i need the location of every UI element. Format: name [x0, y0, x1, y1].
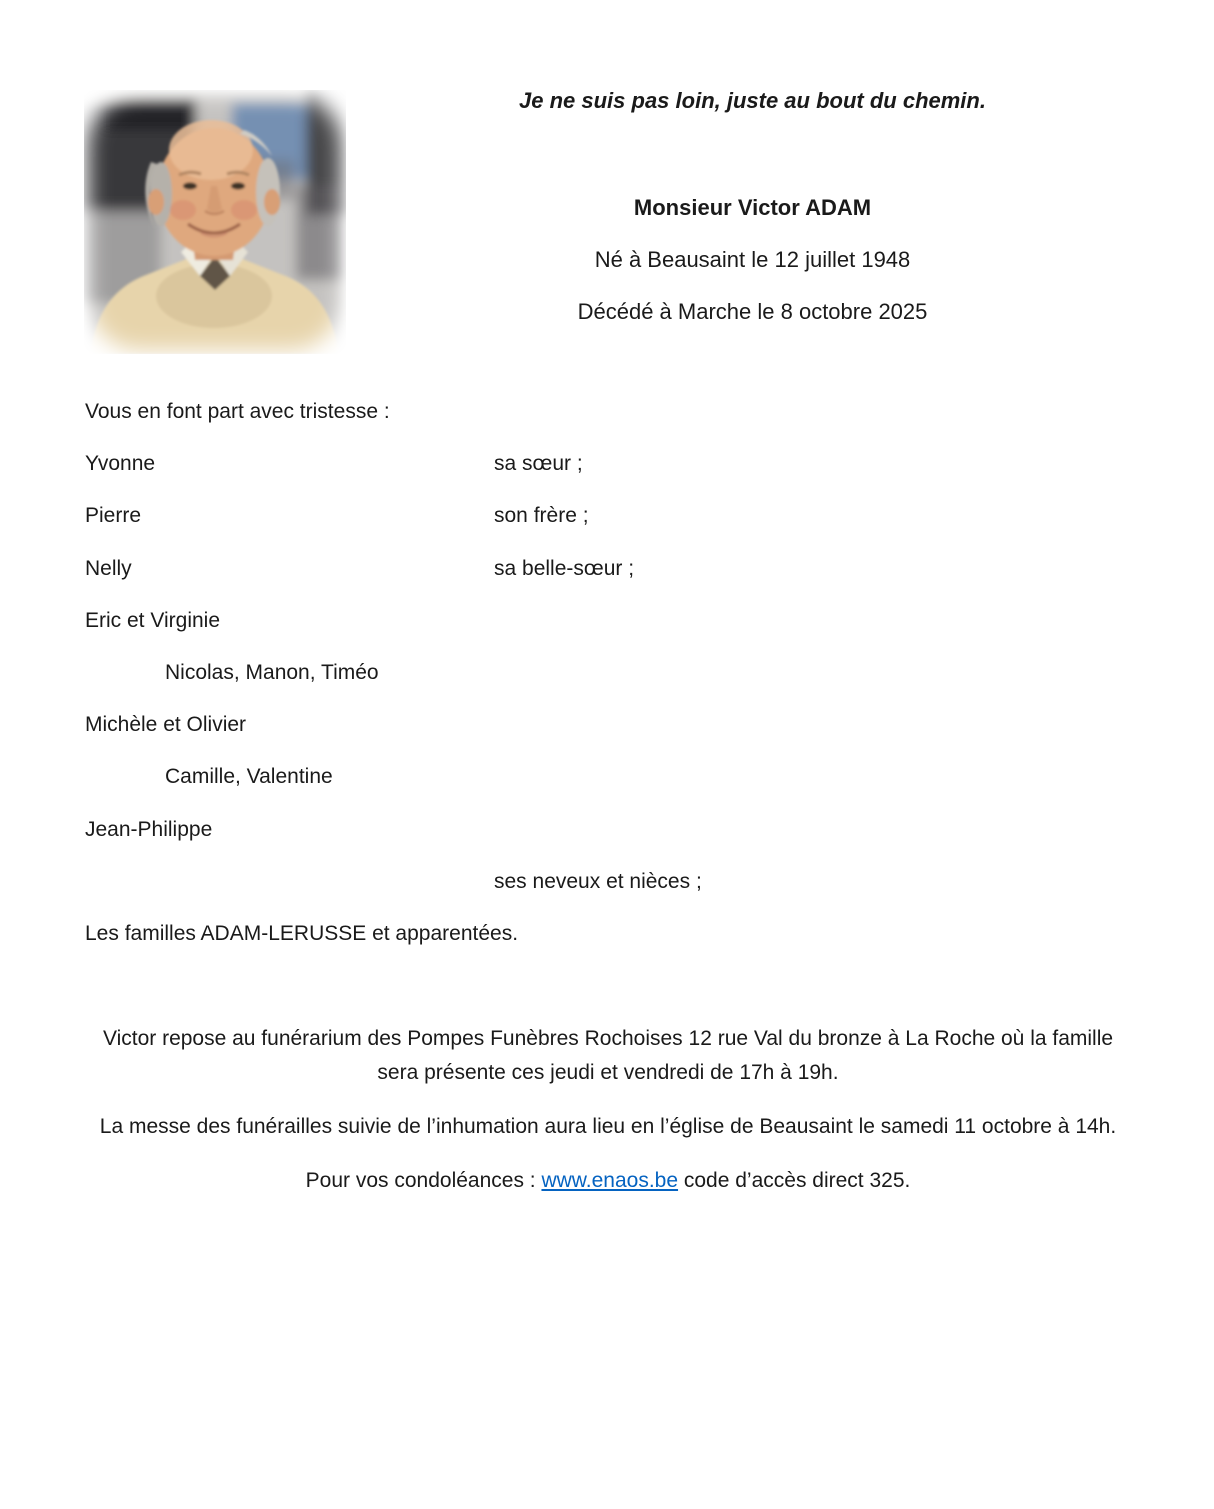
condolences-suffix: code d’accès direct 325.	[678, 1169, 911, 1192]
funeral-details-block	[86, 1022, 1130, 1218]
condolences-prefix: Pour vos condoléances :	[305, 1169, 542, 1192]
family-member-name: Yvonne	[85, 452, 156, 476]
family-row	[85, 452, 1130, 476]
birth-line: Né à Beausaint le 12 juillet 1948	[594, 247, 911, 272]
empty-name-cell	[85, 870, 494, 894]
nephews-row	[85, 870, 1130, 894]
family-member-name: Camille, Valentine	[165, 765, 333, 789]
family-row	[85, 661, 1130, 685]
family-row	[85, 557, 1130, 581]
family-member-relation: son frère ;	[494, 504, 589, 528]
family-row	[85, 713, 1130, 737]
family-member-name: Nicolas, Manon, Timéo	[165, 660, 379, 684]
family-member-name: Michèle et Olivier	[85, 713, 247, 737]
family-row	[85, 818, 1130, 842]
family-member-relation: sa belle-sœur ;	[494, 556, 635, 580]
family-member-name: Pierre	[85, 504, 142, 528]
wake-paragraph: Victor repose au funérarium des Pompes Funèbres Rochoises 12 rue Val du bronze à La Roche où la famille sera présente ces jeudi et vendredi de 17h à 19h.	[102, 1027, 1114, 1084]
deceased-name: Monsieur Victor ADAM	[633, 195, 872, 220]
portrait-illustration	[84, 90, 346, 354]
family-member-name: Nelly	[85, 556, 132, 580]
family-member-relation	[494, 661, 1130, 685]
nephews-line: ses neveux et nièces ;	[494, 869, 702, 893]
announcement-intro: Vous en font part avec tristesse :	[85, 400, 390, 423]
funeral-paragraph: La messe des funérailles suivie de l’inhumation aura lieu en l’église de Beausaint le samedi 11 octobre à 14h.	[99, 1115, 1117, 1138]
header-block	[375, 87, 1130, 325]
memorial-quote: Je ne suis pas loin, juste au bout du chemin.	[519, 88, 986, 113]
family-member-relation	[494, 713, 1130, 737]
family-member-relation	[494, 609, 1130, 633]
family-member-relation	[494, 765, 1130, 789]
death-line: Décédé à Marche le 8 octobre 2025	[577, 299, 928, 324]
family-member-name: Eric et Virginie	[85, 608, 221, 632]
family-member-relation: sa sœur ;	[494, 452, 583, 476]
family-announcement-block	[85, 400, 1130, 974]
condolences-paragraph	[86, 1164, 1130, 1198]
family-row	[85, 504, 1130, 528]
family-member-relation	[494, 818, 1130, 842]
family-row	[85, 609, 1130, 633]
families-line: Les familles ADAM-LERUSSE et apparentées.	[85, 921, 519, 945]
family-row	[85, 765, 1130, 789]
family-member-name: Jean-Philippe	[85, 817, 213, 841]
condolences-link[interactable]: www.enaos.be	[541, 1169, 679, 1192]
deceased-portrait-photo	[84, 90, 346, 354]
